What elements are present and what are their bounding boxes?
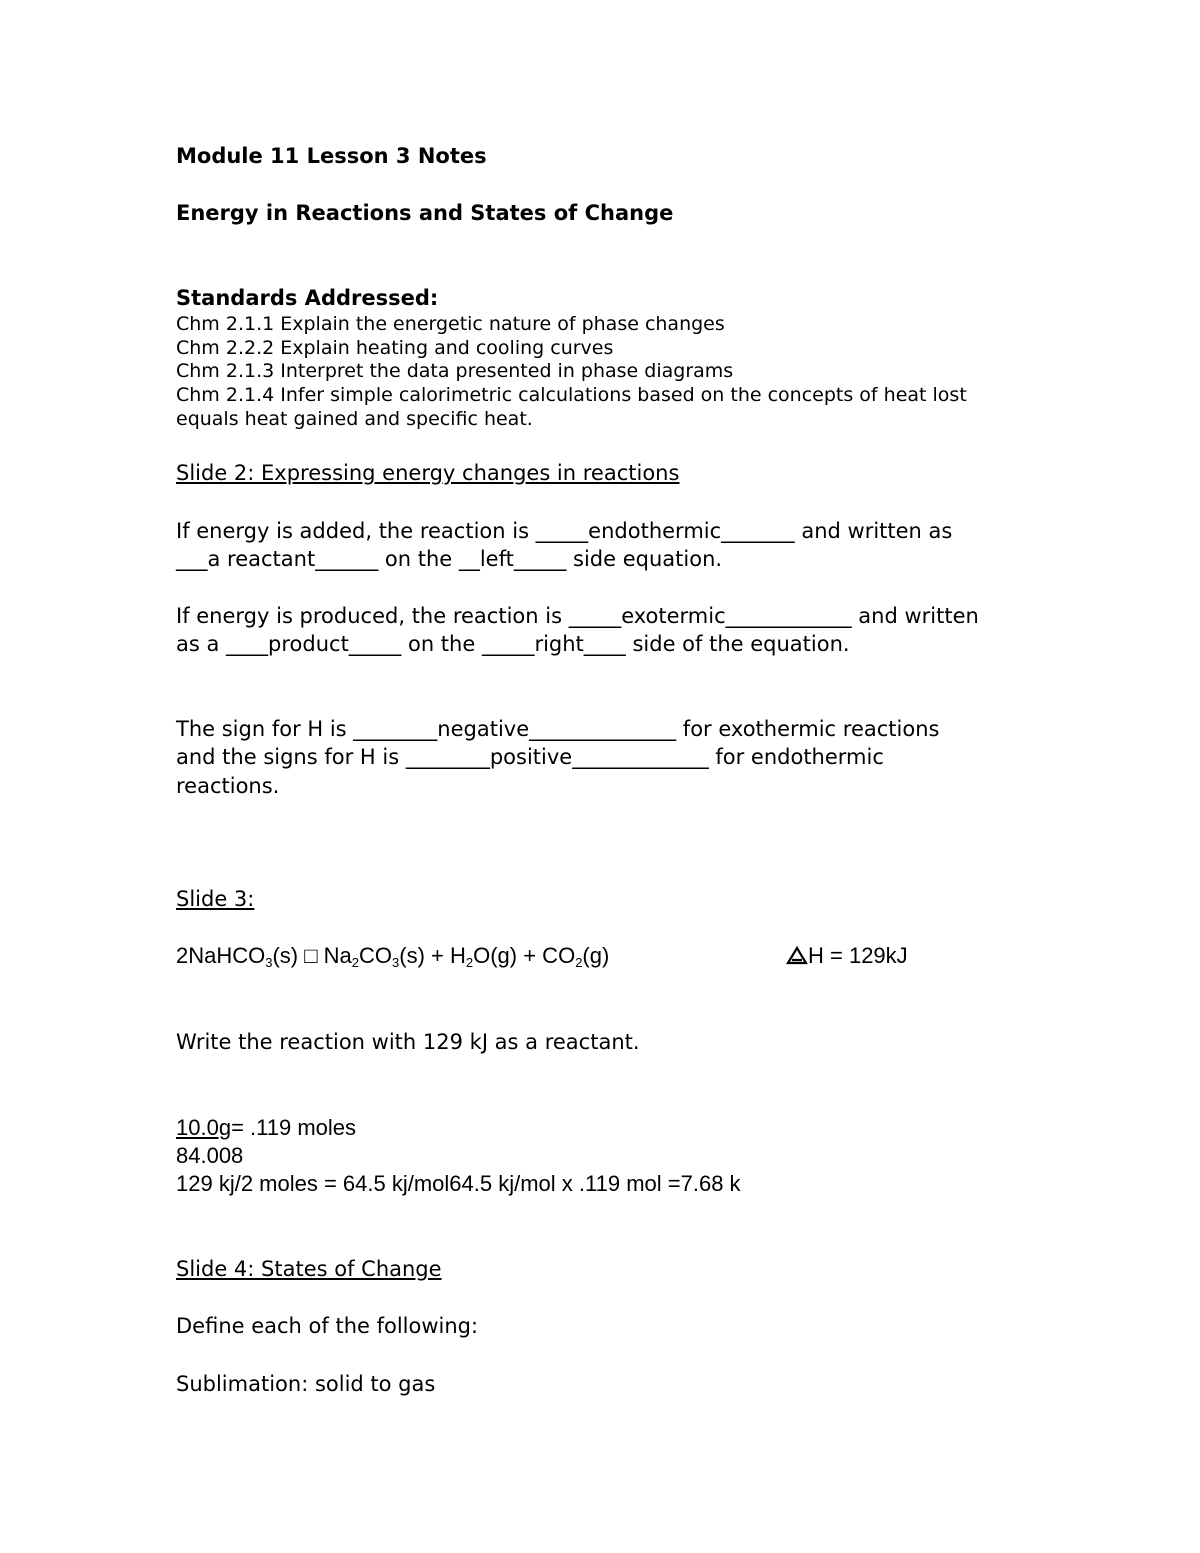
- standard-item: Chm 2.2.2 Explain heating and cooling curves: [176, 337, 614, 359]
- enthalpy-value: H = 129kJ: [786, 942, 908, 970]
- calc-result: = .119 moles: [231, 1115, 357, 1140]
- slide2-text-line: The sign for H is ________negative______________ for exothermic reactions: [176, 717, 940, 741]
- slide2-text-line: ___a reactant______ on the __left_____ side equation.: [176, 547, 723, 571]
- delta-symbol-icon: [786, 945, 808, 965]
- sublimation-definition: Sublimation: solid to gas: [176, 1372, 436, 1396]
- document-title: Module 11 Lesson 3 Notes: [176, 144, 487, 168]
- calc-line: 129 kj/2 moles = 64.5 kj/mol64.5 kj/mol x .119 mol =7.68 k: [176, 1171, 741, 1196]
- slide2-text-line: If energy is produced, the reaction is _____exotermic____________ and written: [176, 604, 979, 628]
- slide2-text-line: reactions.: [176, 774, 280, 798]
- standard-item: Chm 2.1.4 Infer simple calorimetric calculations based on the concepts of heat lost: [176, 384, 967, 406]
- slide2-text-line: If energy is added, the reaction is _____endothermic_______ and written as: [176, 519, 953, 543]
- slide2-text-line: and the signs for H is ________positive_____________ for endothermic: [176, 745, 884, 769]
- calc-line: [176, 1114, 356, 1142]
- calc-numerator: 10.0g: [176, 1115, 232, 1140]
- slide2-heading: Slide 2: Expressing energy changes in reactions: [176, 461, 680, 485]
- chemical-equation: 2NaHCO$_3$(s) □ $Na_2CO_3(s) + H_2O(g) + CO_2(g)$: [176, 943, 610, 970]
- calc-denominator: 84.008: [176, 1143, 244, 1168]
- standard-item: Chm 2.1.1 Explain the energetic nature of phase changes: [176, 313, 725, 335]
- slide4-prompt: Define each of the following:: [176, 1314, 479, 1338]
- standards-heading: Standards Addressed:: [176, 286, 439, 310]
- slide2-text-line: as a ____product_____ on the _____right____ side of the equation.: [176, 632, 850, 656]
- slide3-instruction: Write the reaction with 129 kJ as a reactant.: [176, 1030, 640, 1054]
- slide4-heading: Slide 4: States of Change: [176, 1257, 442, 1281]
- standard-item: Chm 2.1.3 Interpret the data presented in phase diagrams: [176, 360, 734, 382]
- standard-item: equals heat gained and specific heat.: [176, 408, 533, 430]
- document-subtitle: Energy in Reactions and States of Change: [176, 201, 674, 225]
- slide3-heading: Slide 3:: [176, 887, 255, 911]
